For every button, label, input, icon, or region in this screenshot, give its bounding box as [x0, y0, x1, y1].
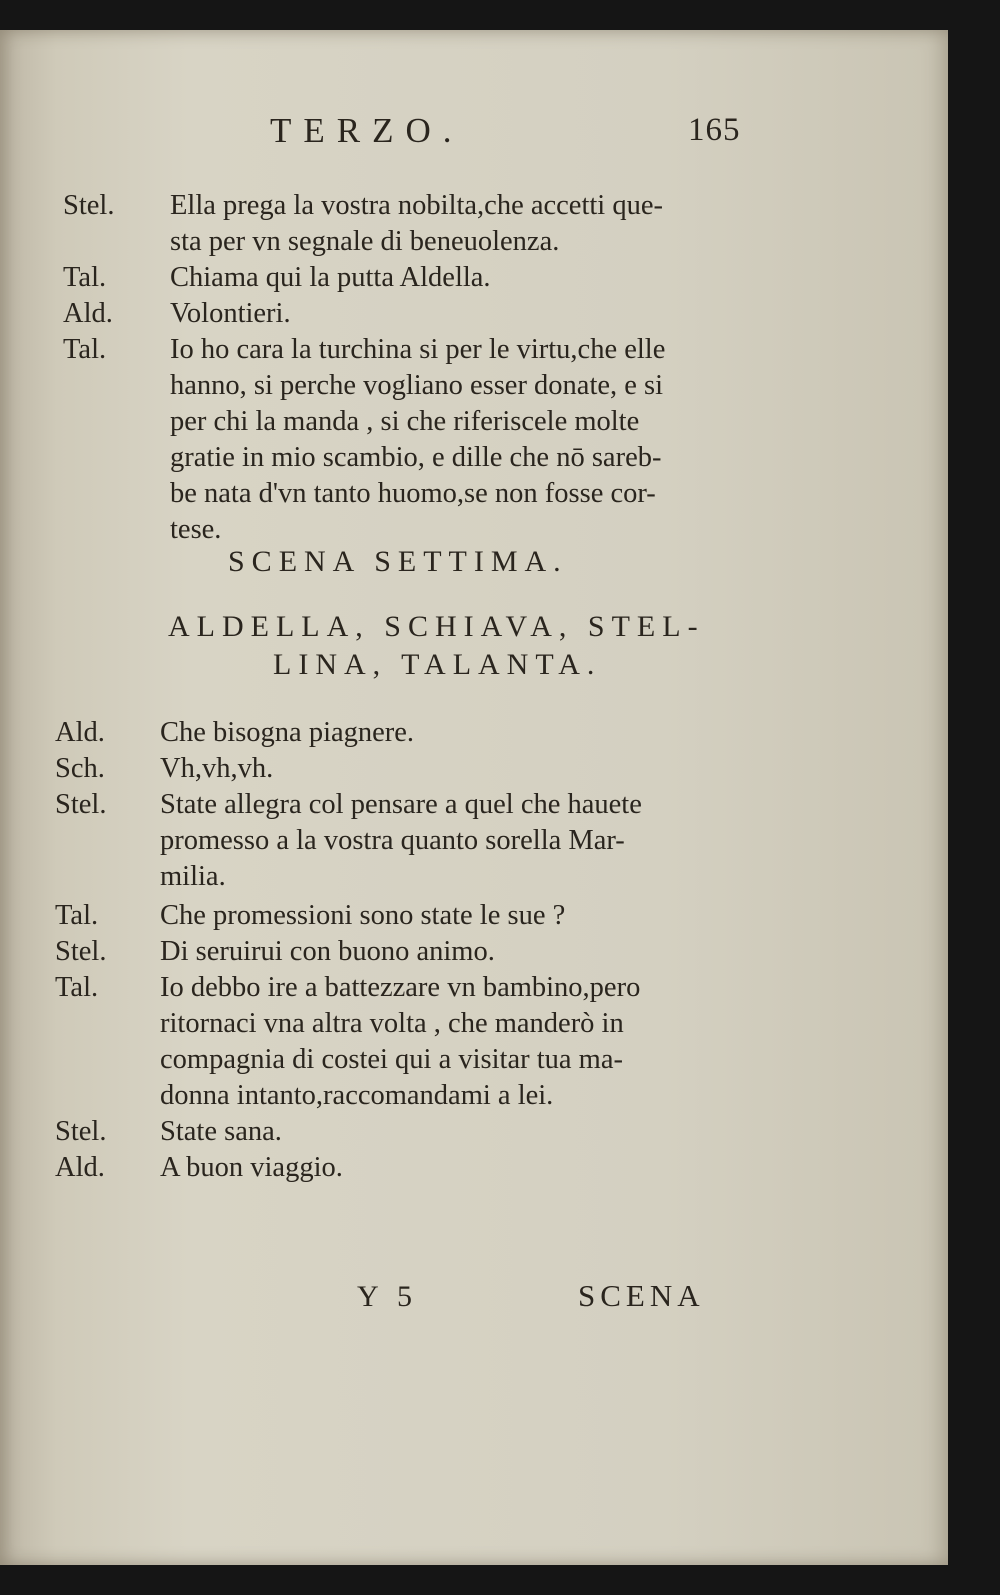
scene-heading: SCENA SETTIMA.: [228, 545, 568, 578]
speaker-label: Tal.: [55, 900, 99, 931]
dialogue-line: Di seruirui con buono animo.: [160, 936, 495, 967]
dialogue-line: A buon viaggio.: [160, 1152, 343, 1183]
dialogue-line: Chiama qui la putta Aldella.: [170, 262, 491, 293]
dialogue-line: be nata d'vn tanto huomo,se non fosse cor-: [170, 478, 656, 509]
speaker-label: Stel.: [55, 789, 107, 820]
characters-heading-line: LINA, TALANTA.: [273, 648, 602, 681]
dialogue-line: gratie in mio scambio, e dille che nō sareb-: [170, 442, 662, 473]
dialogue-line: per chi la manda , si che riferiscele molte: [170, 406, 640, 437]
speaker-label: Ald.: [55, 717, 105, 748]
speaker-label: Ald.: [63, 298, 113, 329]
speaker-label: Stel.: [63, 190, 115, 221]
characters-heading-line: ALDELLA, SCHIAVA, STEL-: [168, 610, 705, 643]
signature-mark: Y 5: [357, 1280, 419, 1313]
dialogue-line: compagnia di costei qui a visitar tua ma-: [160, 1044, 623, 1075]
speaker-label: Stel.: [55, 936, 107, 967]
running-head: TERZO.: [270, 111, 464, 150]
speaker-label: Tal.: [63, 334, 107, 365]
dialogue-line: Io debbo ire a battezzare vn bambino,pero: [160, 972, 641, 1003]
dialogue-line: State allegra col pensare a quel che hauete: [160, 789, 642, 820]
dialogue-line: milia.: [160, 861, 226, 892]
dialogue-line: Che promessioni sono state le sue ?: [160, 900, 566, 931]
dialogue-line: ritornaci vna altra volta , che manderò in: [160, 1008, 624, 1039]
speaker-label: Tal.: [63, 262, 107, 293]
speaker-label: Stel.: [55, 1116, 107, 1147]
book-page: [0, 30, 948, 1565]
dialogue-line: promesso a la vostra quanto sorella Mar-: [160, 825, 625, 856]
dialogue-line: donna intanto,raccomandami a lei.: [160, 1080, 554, 1111]
catchword: SCENA: [578, 1278, 705, 1313]
speaker-label: Sch.: [55, 753, 105, 784]
dialogue-line: Io ho cara la turchina si per le virtu,che elle: [170, 334, 666, 365]
dialogue-line: Che bisogna piagnere.: [160, 717, 415, 748]
dialogue-line: Volontieri.: [170, 298, 291, 329]
speaker-label: Ald.: [55, 1152, 105, 1183]
page-number: 165: [688, 112, 741, 148]
dialogue-line: tese.: [170, 514, 222, 545]
dialogue-line: State sana.: [160, 1116, 282, 1147]
dialogue-line: Vh,vh,vh.: [160, 753, 274, 784]
speaker-label: Tal.: [55, 972, 99, 1003]
dialogue-line: hanno, si perche vogliano esser donate, e si: [170, 370, 664, 401]
dialogue-line: Ella prega la vostra nobilta,che accetti que-: [170, 190, 663, 221]
dialogue-line: sta per vn segnale di beneuolenza.: [170, 226, 560, 257]
